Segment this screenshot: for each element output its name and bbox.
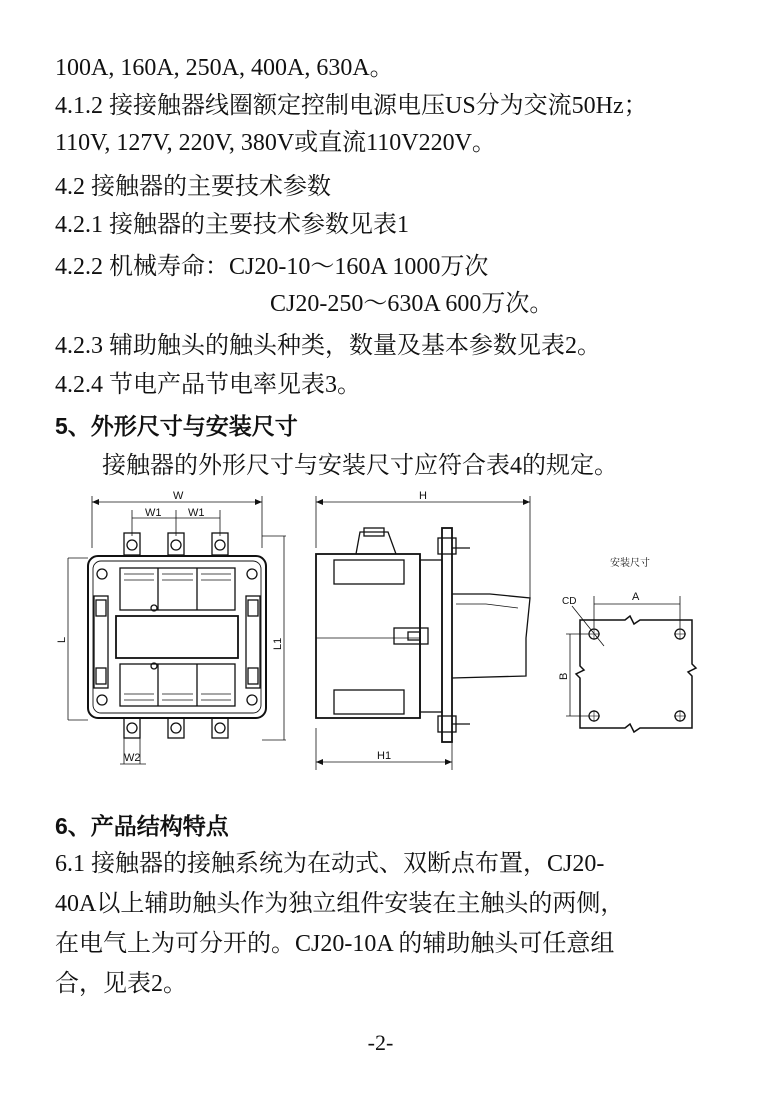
text-line-4-2-3: 4.2.3 辅助触头的触头种类，数量及基本参数见表2。 — [55, 333, 601, 359]
dim-label-a: A — [632, 591, 640, 603]
section-6-heading: 6、产品结构特点 — [55, 813, 229, 839]
section-6-line-2: 40A以上辅助触头作为独立组件安装在主触头的两侧， — [55, 891, 625, 917]
section-6-line-3: 在电气上为可分开的。CJ20-10A 的辅助触头可任意组 — [55, 931, 615, 957]
page-number: -2- — [367, 1030, 394, 1055]
text-line-voltages: 110V, 127V, 220V, 380V或直流110V220V。 — [55, 130, 496, 156]
dim-label-l: L — [56, 636, 68, 643]
dim-label-w: W — [173, 490, 184, 502]
dimension-drawing — [0, 488, 761, 778]
text-line-4-2-2: 4.2.2 机械寿命：CJ20-10～160A 1000万次 — [55, 254, 489, 280]
dim-label-w1-right: W1 — [188, 507, 205, 519]
text-line-4-2: 4.2 接触器的主要技术参数 — [55, 174, 331, 200]
dim-label-w1-left: W1 — [145, 507, 162, 519]
section-6-line-1: 6.1 接触器的接触系统为在动式、双断点布置，CJ20- — [55, 851, 605, 877]
text-line-4-1-2: 4.1.2 接接触器线圈额定控制电源电压US分为交流50Hz； — [55, 93, 648, 119]
dim-label-h1: H1 — [377, 750, 392, 762]
dim-label-w2: W2 — [124, 752, 141, 764]
text-line-rated-currents: 100A, 160A, 250A, 400A, 630A。 — [55, 55, 394, 81]
text-line-4-2-1: 4.2.1 接触器的主要技术参数见表1 — [55, 212, 409, 238]
side-view — [316, 490, 530, 770]
dim-label-h: H — [419, 490, 427, 502]
section-5-body: 接触器的外形尺寸与安装尺寸应符合表4的规定。 — [102, 453, 618, 479]
dim-label-b: B — [558, 672, 570, 680]
dim-label-d: CD — [562, 596, 577, 607]
section-6-line-4: 合，见表2。 — [55, 971, 187, 997]
mounting-view — [558, 556, 696, 732]
section-5-heading: 5、外形尺寸与安装尺寸 — [55, 413, 298, 439]
text-line-4-2-2-cont: CJ20-250～630A 600万次。 — [270, 291, 554, 317]
front-view — [56, 490, 286, 764]
dim-label-l1: L1 — [272, 637, 284, 650]
mounting-title: 安装尺寸 — [610, 558, 650, 569]
text-line-4-2-4: 4.2.4 节电产品节电率见表3。 — [55, 372, 361, 398]
